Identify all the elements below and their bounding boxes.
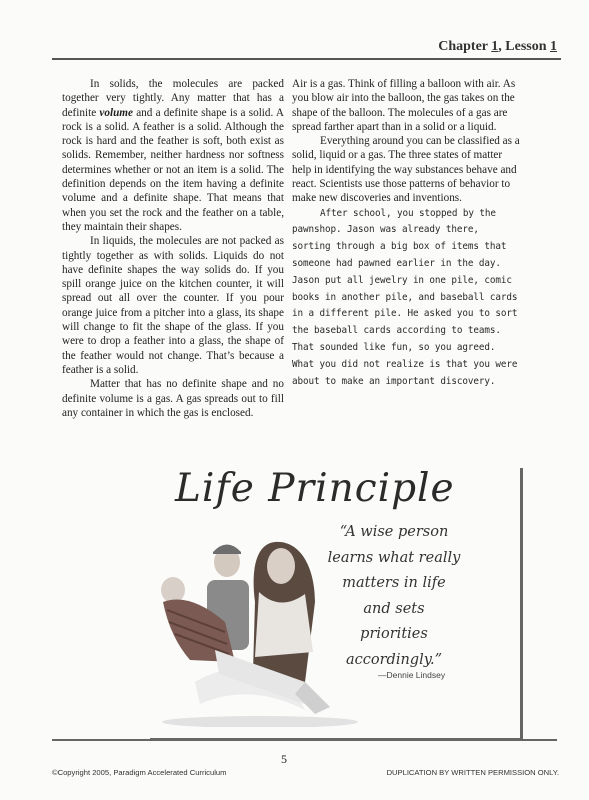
paragraph-story: After school, you stopped by the pawnshop. Jason was already there, sorting through a big box of items that someone had pawned earlier in the day. Jason put all jewelry in one pile, comic books in another pile, and baseball cards in a different pile. He asked you to sort the baseball cards according to teams. That sounded like fun, so you agreed. What you did not realize is that you were about to make an important discovery. [292,207,518,387]
paragraph-states-of-matter: Everything around you can be classified as a solid, liquid or a gas. The three states of matter help in identifying the way substances behave and react. Scientists use those patterns of behavior to make new discoveries and inventions. [292,135,520,205]
life-principle-title: Life Principle [175,466,455,511]
quote-line: accordingly.” [345,651,442,668]
copyright-notice: ©Copyright 2005, Paradigm Accelerated Curriculum [52,768,227,777]
quote-attribution: —Dennie Lindsey [378,670,446,680]
paragraph-liquids: In liquids, the molecules are not packed as tightly together as with solids. Liquids do not have definite shapes the way solids do. If you spill orange juice on the kitchen counter, it will spread out all over the counter. If you pour orange juice from a pitcher into a glass, its shape will change to fit the shape of the glass. If you were to drop a feather into a glass, the shape of the feather would not change. That’s because a feather is a solid. [62,235,284,376]
chapter-lesson-header [438,39,557,55]
left-text-column [62,77,284,420]
emphasis-volume: volume [99,106,133,119]
quote-line: learns what really [327,549,461,566]
quote-line: and sets [363,600,425,617]
paragraph-air: Air is a gas. Think of filling a balloon with air. As you blow air into the balloon, the gas takes on the shape of the balloon. The molecules of a gas are spread farther apart than in a solid or a liquid. [292,78,516,133]
quote-line: “A wise person [339,524,449,540]
chapter-word: Chapter [438,39,488,54]
quote-line: priorities [360,626,428,642]
chapter-number: 1 [491,39,499,54]
right-text-column [292,77,520,390]
footer-divider [52,739,557,741]
duplication-notice: DUPLICATION BY WRITTEN PERMISSION ONLY. [386,768,559,777]
header-divider [52,58,561,60]
header-separator: , [498,39,502,54]
paragraph-gases: Matter that has no definite shape and no definite volume is a gas. A gas spreads out to fill any container in which the gas is enclosed. [62,378,284,419]
lesson-word: Lesson [505,39,547,54]
paragraph-solids: In solids, the molecules are packed together very tightly. Any matter that has a definite volume and a definite shape is a solid. A rock is a solid. A feather is a solid. Although the rock is hard and the feather is soft, both exist as solids. Remember, neither hardness nor softness determines whether or not an item is a solid. The definition depends on the item having a definite volume and a definite shape. That means that when you set the rock and the feather on a table, they maintain their shapes. [62,78,284,233]
page-number: 5 [281,752,287,766]
quote-line: matters in life [342,575,446,591]
life-principle-quote [318,520,470,673]
lesson-number: 1 [550,39,557,54]
